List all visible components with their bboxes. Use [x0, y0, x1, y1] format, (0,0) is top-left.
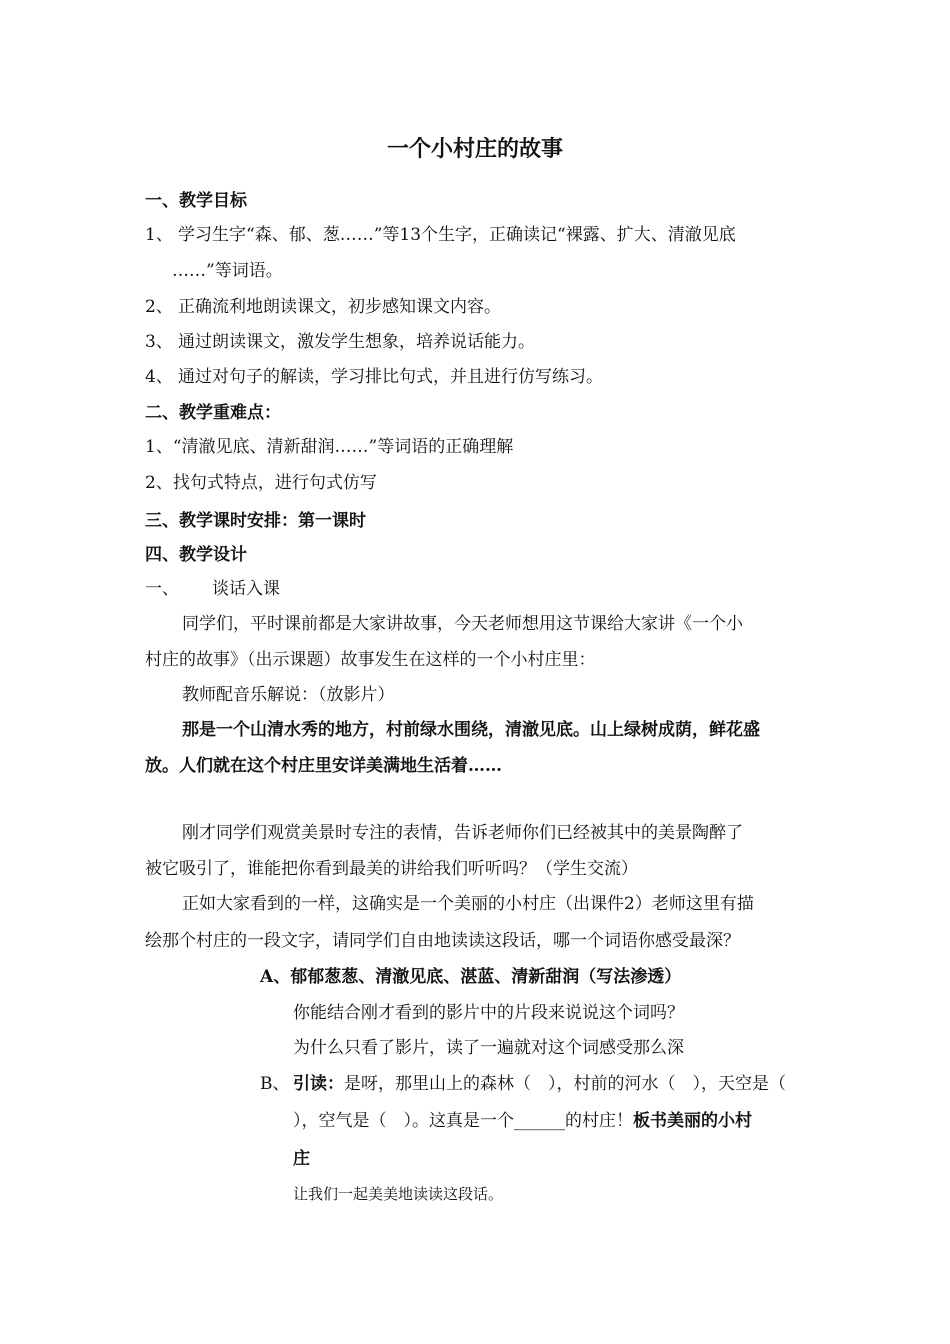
item-b-closing: 让我们一起美美地读读这段话。 [293, 1185, 504, 1203]
section-heading-key-points: 二、教学重难点： [145, 403, 281, 423]
section-heading-schedule: 三、教学课时安排：第一课时 [145, 511, 366, 531]
goal-item-3-number: 3、 [145, 332, 173, 352]
paragraph-text-line1: 正如大家看到的一样，这确实是一个美丽的小村庄（出课件2）老师这里有描 [182, 894, 754, 914]
goal-item-4-number: 4、 [145, 367, 173, 387]
section-heading-design: 四、教学设计 [145, 545, 247, 565]
design-sub1-number: 一、 [145, 579, 179, 599]
paragraph-reaction-line1: 刚才同学们观赏美景时专注的表情，告诉老师你们已经被其中的美景陶醉了 [182, 823, 743, 843]
item-b-line3: 庄 [293, 1149, 310, 1169]
key-point-2: 2、找句式特点，进行句式仿写 [145, 473, 377, 493]
design-sub1-title: 谈话入课 [212, 579, 280, 599]
goal-item-2-number: 2、 [145, 297, 173, 317]
item-b-line2 [293, 1110, 752, 1132]
paragraph-scene-line2: 放。人们就在这个村庄里安详美满地生活着…… [145, 756, 502, 776]
item-b-line1 [293, 1073, 786, 1095]
item-a-words: A、郁郁葱葱、清澈见底、湛蓝、清新甜润（写法渗透） [260, 967, 682, 987]
item-b-number: B、 [260, 1074, 290, 1094]
goal-item-1-text: 学习生字“森、郁、葱……”等13个生字，正确读记“裸露、扩大、清澈见底 [178, 225, 736, 245]
item-a-question-1: 你能结合刚才看到的影片中的片段来说说这个词吗？ [293, 1003, 684, 1023]
section-heading-goals: 一、教学目标 [145, 191, 247, 211]
item-b-text1: 是呀，那里山上的森林（ ），村前的河水（ ），天空是（ [344, 1074, 786, 1094]
goal-item-2-text: 正确流利地朗读课文，初步感知课文内容。 [178, 297, 501, 317]
goal-item-1-number: 1、 [145, 225, 173, 245]
paragraph-reaction-line2: 被它吸引了，谁能把你看到最美的讲给我们听听吗？（学生交流） [145, 859, 638, 879]
paragraph-scene-line1: 那是一个山清水秀的地方，村前绿水围绕，清澈见底。山上绿树成荫，鲜花盛 [182, 720, 760, 740]
item-a-question-2: 为什么只看了影片，读了一遍就对这个词感受那么深 [293, 1038, 684, 1058]
key-point-1: 1、“清澈见底、清新甜润……”等词语的正确理解 [145, 437, 514, 457]
item-b-board-note: 板书美丽的小村 [633, 1111, 752, 1131]
paragraph-intro-line1: 同学们，平时课前都是大家讲故事，今天老师想用这节课给大家讲《一个小 [182, 614, 743, 634]
goal-item-1-continuation: ……”等词语。 [172, 261, 283, 281]
goal-item-4-text: 通过对句子的解读，学习排比句式，并且进行仿写练习。 [178, 367, 603, 387]
item-b-label: 引读： [293, 1074, 344, 1094]
item-b-text2: ），空气是（ ）。这真是一个______的村庄！ [293, 1111, 633, 1131]
goal-item-3-text: 通过朗读课文，激发学生想象，培养说话能力。 [178, 332, 535, 352]
paragraph-narration: 教师配音乐解说：（放影片） [182, 685, 395, 705]
paragraph-text-line2: 绘那个村庄的一段文字，请同学们自由地读读这段话，哪一个词语你感受最深？ [145, 931, 740, 951]
page-title: 一个小村庄的故事 [386, 136, 563, 162]
paragraph-intro-line2: 村庄的故事》（出示课题）故事发生在这样的一个小村庄里： [145, 650, 596, 670]
